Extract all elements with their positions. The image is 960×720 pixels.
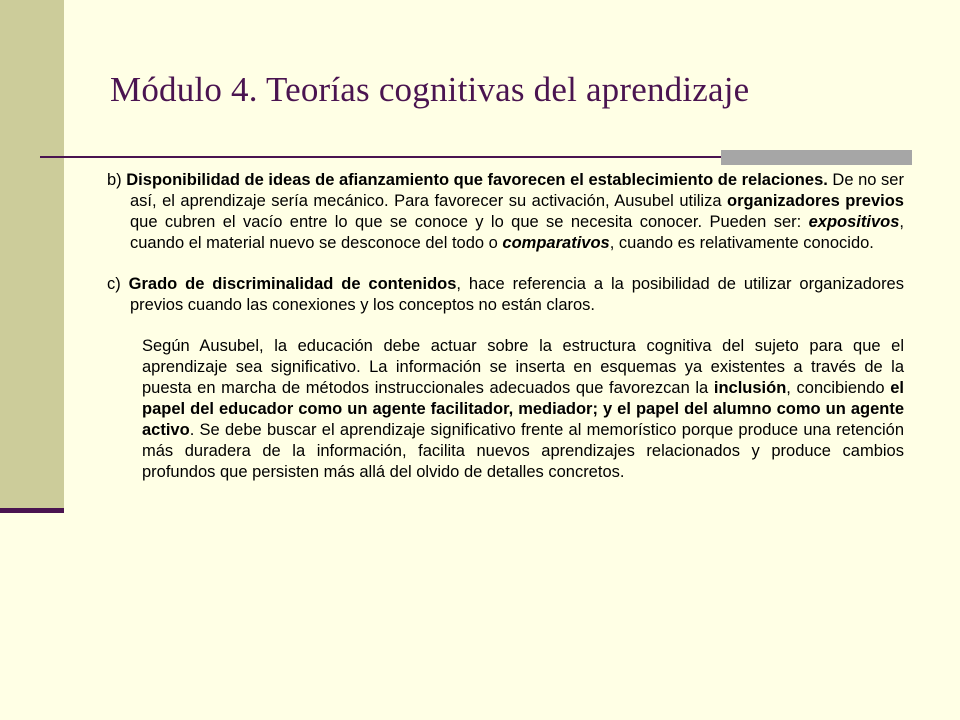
paragraph-b-prefix: b) (107, 171, 127, 189)
paragraph-ausubel-text: , concibiendo (786, 379, 891, 397)
paragraph-b-text: De no ser así, el aprendizaje sería mecánico. Para favorecer su activación, Ausubel utiliza (130, 171, 904, 210)
paragraph-b-text: , cuando el material nuevo se desconoce del todo o (130, 213, 904, 252)
sidebar-band (0, 0, 64, 508)
title-divider-gray-bar-lower (721, 158, 912, 165)
paragraph-ausubel-text: Según Ausubel, la educación debe actuar sobre la estructura cognitiva del sujeto para que el aprendizaje sea significativo. La información se inserta en esquemas ya existentes a través de la puesta en marcha de métodos instruccionales adecuados que favorezcan la (142, 337, 904, 397)
paragraph-b-comparativos: comparativos (502, 234, 610, 252)
paragraph-b-text: que cubren el vacío entre lo que se conoce y lo que se necesita conocer. Pueden ser: (130, 213, 809, 231)
sidebar-accent-bar (0, 508, 64, 513)
paragraph-b (107, 170, 904, 254)
paragraph-ausubel-roles: el papel del educador como un agente facilitador, mediador; y el papel del alumno como un agente activo (142, 379, 904, 439)
paragraph-b-term: Disponibilidad de ideas de afianzamiento que favorecen el establecimiento de relaciones. (126, 171, 828, 189)
title-divider-gray-bar (721, 150, 912, 158)
paragraph-b-text: , cuando es relativamente conocido. (609, 234, 874, 252)
slide-title: Módulo 4. Teorías cognitivas del aprendizaje (110, 70, 750, 109)
paragraph-c-text: , hace referencia a la posibilidad de utilizar organizadores previos cuando las conexiones y los conceptos no están claros. (130, 275, 904, 314)
paragraph-b-organizadores: organizadores previos (727, 192, 904, 210)
paragraph-b-expositivos: expositivos (808, 213, 900, 231)
paragraph-c (107, 274, 904, 316)
paragraph-ausubel (107, 336, 904, 483)
paragraph-ausubel-text: . Se debe buscar el aprendizaje significativo frente al memorístico porque produce una retención más duradera de la información, facilita nuevos aprendizajes relacionados y produce cambios profundos que persisten más allá del olvido de detalles concretos. (142, 421, 904, 481)
paragraph-c-term: Grado de discriminalidad de contenidos (128, 275, 457, 293)
slide-body (107, 170, 904, 483)
paragraph-c-prefix: c) (107, 275, 129, 293)
paragraph-ausubel-inclusion: inclusión (713, 379, 787, 397)
